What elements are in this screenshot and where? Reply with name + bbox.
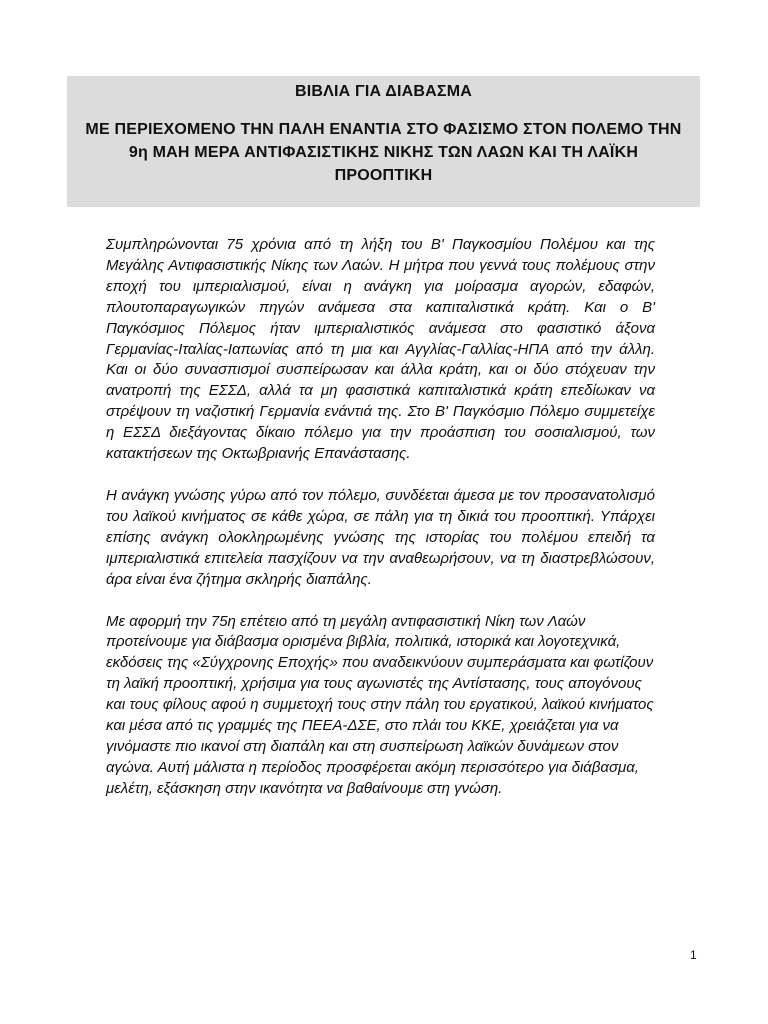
paragraph-introduction: Συμπληρώνονται 75 χρόνια από τη λήξη του Β' Παγκοσμίου Πολέμου και της Μεγάλης Αντιφασιστικής Νίκης των Λαών. Η μήτρα που γεννά τους πολέμους στην εποχή του ιμπεριαλισμού, είναι η ανάγκη για μοίρασμα αγορών, εδαφών, πλουτοπαραγωγικών πηγών ανάμεσα στα καπιταλιστικά κράτη. Και ο Β' Παγκόσμιος Πόλεμος ήταν ιμπεριαλιστικός ανάμεσα στο φασιστικό άξονα Γερμανίας-Ιταλίας-Ιαπωνίας από τη μια και Αγγλίας-Γαλλίας-ΗΠΑ από την άλλη. Και οι δύο συνασπισμοί συσπείρωσαν και άλλα κράτη, και οι δύο στόχευαν την ανατροπή της ΕΣΣΔ, αλλά τα μη φασιστικά καπιταλιστικά κράτη επεδίωκαν να στρέψουν τη ναζιστική Γερμανία ενάντιά της. Στο Β' Παγκόσμιο Πόλεμο συμμετείχε η ΕΣΣΔ διεξάγοντας δίκαιο πόλεμο για την προάσπιση του σοσιαλισμού, των κατακτήσεων της Οκτωβριανής Επανάστασης. xyxy=(106,236,655,463)
document-body xyxy=(106,235,655,821)
paragraph-need-for-knowledge: Η ανάγκη γνώσης γύρω από τον πόλεμο, συνδέεται άμεσα με τον προσανατολισμό του λαϊκού κινήματος σε κάθε χώρα, σε πάλη για τη δικιά του προοπτική. Υπάρχει επίσης ανάγκη ολοκληρωμένης γνώσης της ιστορίας του πολέμου επειδή τα ιμπεριαλιστικά επιτελεία πασχίζουν να την αναθεωρήσουν, να τη διαστρεβλώσουν, άρα είναι ένα ζήτημα σκληρής διαπάλης. xyxy=(106,486,655,588)
page-number: 1 xyxy=(690,948,697,962)
title-banner xyxy=(67,76,700,207)
document-subtitle: ΜΕ ΠΕΡΙΕΧΟΜΕΝΟ ΤΗΝ ΠΑΛΗ ΕΝΑΝΤΙΑ ΣΤΟ ΦΑΣΙΣΜΟ ΣΤΟΝ ΠΟΛΕΜΟ ΤΗΝ 9η ΜΑΗ ΜΕΡΑ ΑΝΤΙΦΑΣΙΣΤΙΚΗΣ ΝΙΚΗΣ ΤΩΝ ΛΑΩΝ ΚΑΙ ΤΗ ΛΑΪΚΗ ΠΡΟΟΠΤΙΚΗ xyxy=(85,121,682,184)
paragraph-book-recommendation: Με αφορμή την 75η επέτειο από τη μεγάλη αντιφασιστική Νίκη των Λαών προτείνουμε για διάβασμα ορισμένα βιβλία, πολιτικά, ιστορικά και λογοτεχνικά, εκδόσεις της «Σύγχρονης Εποχής» που αναδεικνύουν συμπεράσματα και φωτίζουν τη λαϊκή προοπτική, χρήσιμα για τους αγωνιστές της Αντίστασης, τους απογόνους και τους φίλους αφού η συμμετοχή τους στην πάλη του εργατικού, λαϊκού κινήματος και μέσα από τις γραμμές της ΠΕΕΑ-ΔΣΕ, στο πλάι του ΚΚΕ, χρειάζεται για να γινόμαστε πιο ικανοί στη διαπάλη και στη συσπείρωση λαϊκών δυνάμεων στον αγώνα. Αυτή μάλιστα η περίοδος προσφέρεται ακόμη περισσότερο για διάβασμα, μελέτη, εξάσκηση στην ικανότητα να βαθαίνουμε στη γνώση. xyxy=(106,612,654,797)
document-title: ΒΙΒΛΙΑ ΓΙΑ ΔΙΑΒΑΣΜΑ xyxy=(294,83,473,100)
